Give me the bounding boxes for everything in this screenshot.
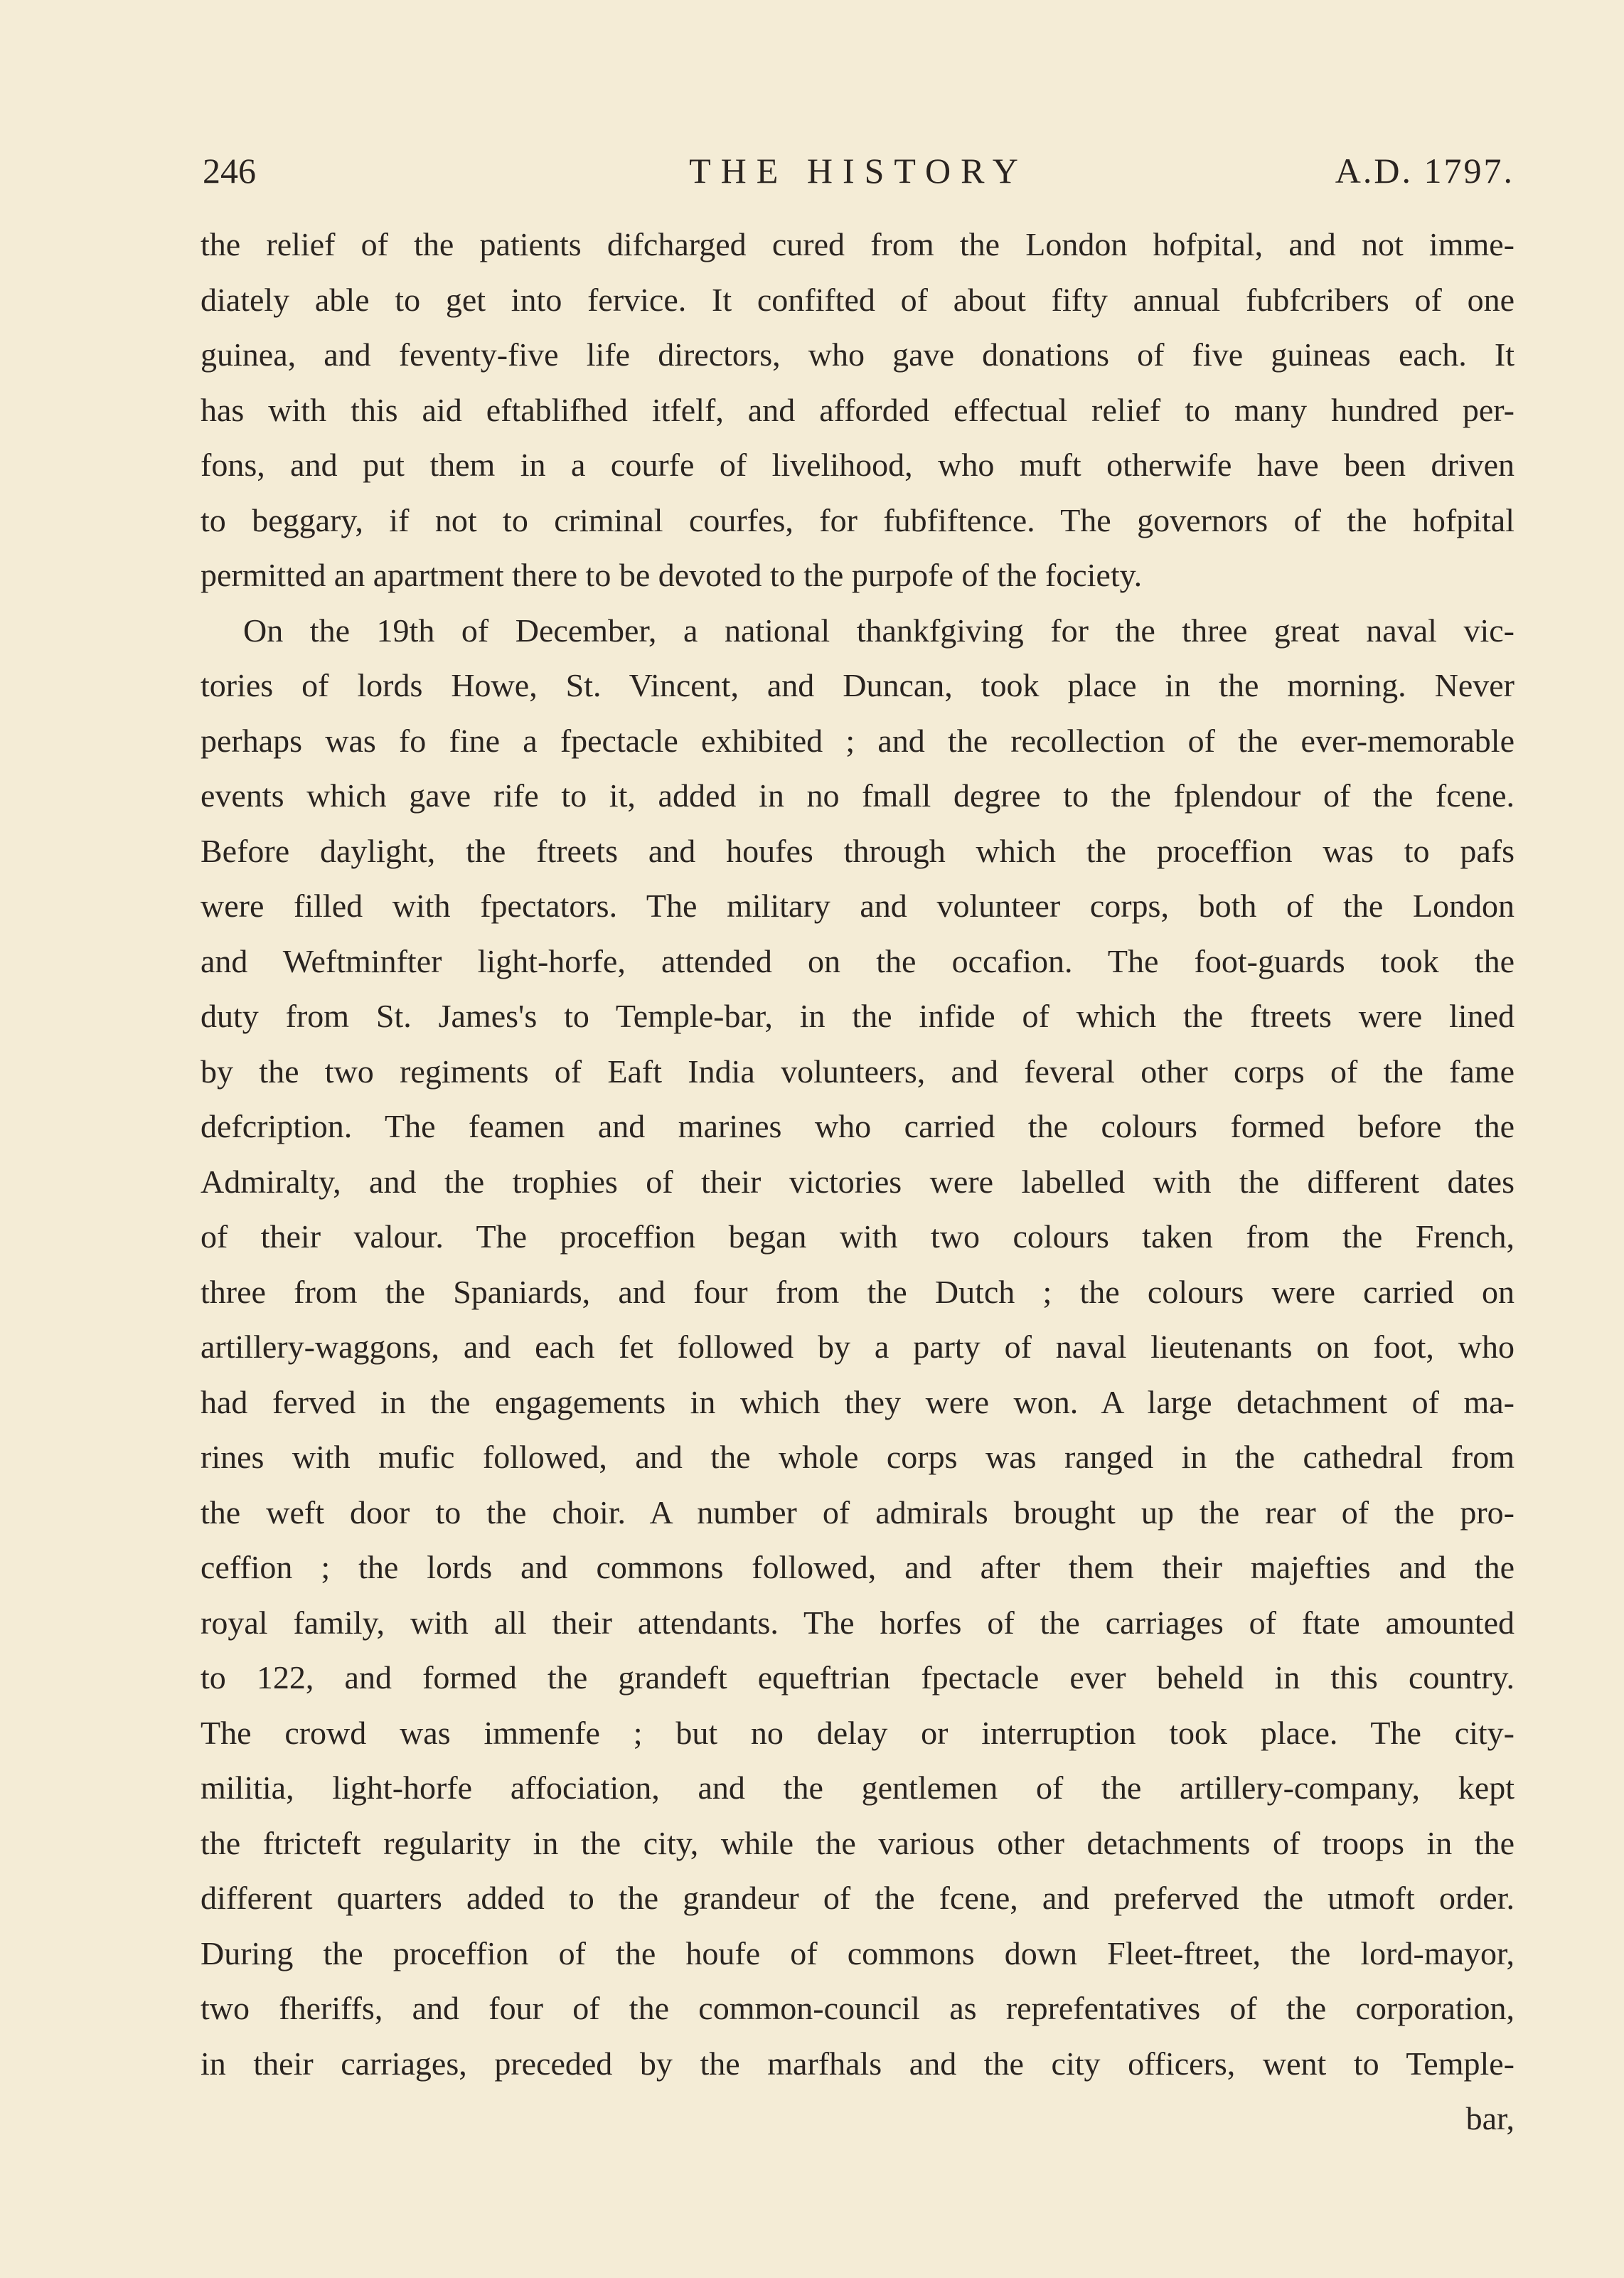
paragraph-start-line: On the 19th of December, a national thankfgiving for the three great naval vic- bbox=[243, 612, 1515, 649]
page-number: 246 bbox=[203, 151, 256, 191]
year-heading: A.D. 1797. bbox=[1335, 151, 1515, 191]
text-line: by the two regiments of Eaft India volunteers, and feveral other corps of the fame bbox=[201, 1053, 1515, 1090]
body-text bbox=[201, 217, 1515, 2146]
running-head bbox=[203, 146, 1515, 196]
text-line: militia, light-horfe affociation, and the gentlemen of the artillery-company, kept bbox=[201, 1769, 1515, 1806]
text-line: to beggary, if not to criminal courfes, for fubfiftence. The governors of the hofpital bbox=[201, 501, 1515, 538]
text-line: different quarters added to the grandeur of the fcene, and preferved the utmoft order. bbox=[201, 1880, 1515, 1916]
text-line: tories of lords Howe, St. Vincent, and Duncan, took place in the morning. Never bbox=[201, 667, 1515, 703]
text-line: the ftricteft regularity in the city, while the various other detachments of troops in the bbox=[201, 1824, 1515, 1861]
text-line: three from the Spaniards, and four from the Dutch ; the colours were carried on bbox=[201, 1273, 1515, 1310]
text-line: the weft door to the choir. A number of admirals brought up the rear of the pro- bbox=[201, 1494, 1515, 1531]
text-line: events which gave rife to it, added in no fmall degree to the fplendour of the fcene. bbox=[201, 777, 1515, 814]
text-line: Before daylight, the ftreets and houfes through which the proceffion was to pafs bbox=[201, 832, 1515, 869]
text-line: The crowd was immenfe ; but no delay or interruption took place. The city- bbox=[201, 1714, 1515, 1751]
text-line: ceffion ; the lords and commons followed, and after them their majefties and the bbox=[201, 1549, 1515, 1585]
text-line: fons, and put them in a courfe of livelihood, who muft otherwife have been driven bbox=[201, 447, 1515, 483]
text-line: Admiralty, and the trophies of their victories were labelled with the different dates bbox=[201, 1163, 1515, 1200]
paragraph-end-line: permitted an apartment there to be devoted to the purpofe of the fociety. bbox=[201, 557, 1143, 593]
text-line: were filled with fpectators. The military and volunteer corps, both of the London bbox=[201, 888, 1515, 924]
text-line: artillery-waggons, and each fet followed by a party of naval lieutenants on foot, who bbox=[201, 1329, 1515, 1365]
text-line: had ferved in the engagements in which they were won. A large detachment of ma- bbox=[201, 1383, 1515, 1420]
text-line: defcription. The feamen and marines who carried the colours formed before the bbox=[201, 1108, 1515, 1144]
text-line: royal family, with all their attendants. The horfes of the carriages of ftate amounted bbox=[201, 1604, 1515, 1641]
text-line: the relief of the patients difcharged cured from the London hofpital, and not imme- bbox=[201, 226, 1515, 262]
text-line: duty from St. James's to Temple-bar, in the infide of which the ftreets were lined bbox=[201, 998, 1515, 1034]
text-line: has with this aid eftablifhed itfelf, and afforded effectual relief to many hundred per- bbox=[201, 391, 1515, 428]
text-line: to 122, and formed the grandeft equeftrian fpectacle ever beheld in this country. bbox=[201, 1659, 1515, 1696]
text-line: perhaps was fo fine a fpectacle exhibited ; and the recollection of the ever-memorable bbox=[201, 722, 1515, 759]
text-line: and Weftminfter light-horfe, attended on the occafion. The foot-guards took the bbox=[201, 942, 1515, 979]
text-line: During the proceffion of the houfe of commons down Fleet-ftreet, the lord-mayor, bbox=[201, 1934, 1515, 1971]
catchword: bar, bbox=[1465, 2100, 1515, 2136]
text-line: guinea, and feventy-five life directors, who gave donations of five guineas each. It bbox=[201, 336, 1515, 373]
running-title: THE HISTORY bbox=[689, 151, 1028, 191]
text-line: rines with mufic followed, and the whole corps was ranged in the cathedral from bbox=[201, 1439, 1515, 1475]
text-line: two fheriffs, and four of the common-council as reprefentatives of the corporation, bbox=[201, 1990, 1515, 2026]
text-line: of their valour. The proceffion began with two colours taken from the French, bbox=[201, 1218, 1515, 1255]
text-line: diately able to get into fervice. It confifted of about fifty annual fubfcribers of one bbox=[201, 281, 1515, 318]
text-line: in their carriages, preceded by the marfhals and the city officers, went to Temple- bbox=[201, 2045, 1515, 2082]
